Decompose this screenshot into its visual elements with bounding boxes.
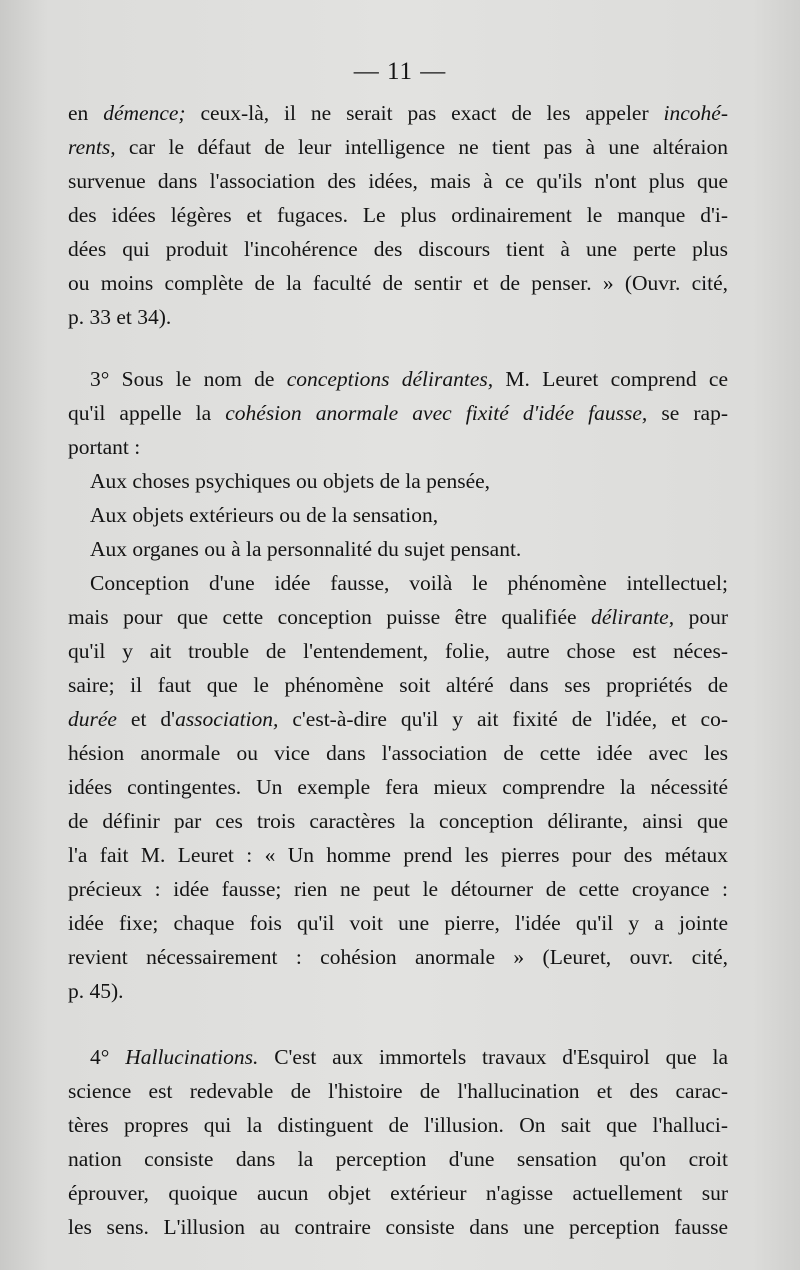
text-line: 4° Hallucinations. C'est aux immortels travaux d'Esquirol que la (90, 1045, 728, 1069)
text-line: précieux : idée fausse; rien ne peut le détourner de cette croyance : (68, 877, 728, 901)
italic-text: incohé- (663, 101, 728, 125)
italic-text: cohésion anormale avec fixité d'idée fausse, (225, 401, 648, 425)
page-number: — 11 — (353, 58, 447, 85)
text-line: durée et d'association, c'est-à-dire qu'il y ait fixité de l'idée, et co- (68, 707, 728, 731)
text-line: revient nécessairement : cohésion anormale » (Leuret, ouvr. cité, (68, 945, 728, 969)
italic-text: délirante, (591, 605, 675, 629)
paragraph-1 (68, 96, 728, 334)
text-line: Conception d'une idée fausse, voilà le phénomène intellectuel; (90, 571, 728, 595)
text-line: portant : (68, 435, 141, 459)
text-line: éprouver, quoique aucun objet extérieur n'agisse actuellement sur (68, 1181, 728, 1205)
italic-text: Hallucinations. (125, 1045, 259, 1069)
paragraph-3 (68, 566, 728, 1008)
italic-text: association, (175, 707, 279, 731)
text-line: qu'il y ait trouble de l'entendement, folie, autre chose est néces- (68, 639, 728, 663)
text-line: l'a fait M. Leuret : « Un homme prend les pierres pour des métaux (68, 843, 728, 867)
italic-text: durée (68, 707, 117, 731)
text-line: idées contingentes. Un exemple fera mieux comprendre la nécessité (68, 775, 728, 799)
body-text (68, 96, 728, 1244)
paragraph-gap (68, 1008, 728, 1040)
text-line: p. 45). (68, 979, 124, 1003)
text-line: en démence; ceux-là, il ne serait pas exact de les appeler incohé- (68, 101, 728, 125)
paragraph-2 (68, 362, 728, 566)
list-item: Aux organes ou à la personnalité du sujet pensant. (90, 537, 522, 561)
italic-text: conceptions délirantes, (286, 367, 494, 391)
text-line: ou moins complète de la faculté de sentir et de penser. » (Ouvr. cité, (68, 271, 728, 295)
text-line: des idées légères et fugaces. Le plus ordinairement le manque d'i- (68, 203, 728, 227)
paragraph-gap (68, 334, 728, 362)
text-line: tères propres qui la distinguent de l'illusion. On sait que l'halluci- (68, 1113, 728, 1137)
text-line: rents, car le défaut de leur intelligence ne tient pas à une altéraion (68, 135, 728, 159)
text-line: survenue dans l'association des idées, mais à ce qu'ils n'ont plus que (68, 169, 728, 193)
list-item: Aux objets extérieurs ou de la sensation, (90, 503, 439, 527)
text-line: 3° Sous le nom de conceptions délirantes, M. Leuret comprend ce (90, 367, 728, 391)
list-item: Aux choses psychiques ou objets de la pensée, (90, 469, 491, 493)
text-line: dées qui produit l'incohérence des discours tient à une perte plus (68, 237, 728, 261)
text-line: qu'il appelle la cohésion anormale avec fixité d'idée fausse, se rap- (68, 401, 728, 425)
text-line: hésion anormale ou vice dans l'association de cette idée avec les (68, 741, 728, 765)
text-line: nation consiste dans la perception d'une sensation qu'on croit (68, 1147, 728, 1171)
text-line: les sens. L'illusion au contraire consiste dans une perception fausse (68, 1215, 728, 1239)
text-line: mais pour que cette conception puisse être qualifiée délirante, pour (68, 605, 728, 629)
text-line: p. 33 et 34). (68, 305, 172, 329)
text-line: science est redevable de l'histoire de l'hallucination et des carac- (68, 1079, 728, 1103)
italic-text: démence; (103, 101, 186, 125)
text-line: de définir par ces trois caractères la conception délirante, ainsi que (68, 809, 728, 833)
paragraph-4 (68, 1040, 728, 1244)
text-line: saire; il faut que le phénomène soit altéré dans ses propriétés de (68, 673, 728, 697)
italic-text: rents, (68, 135, 116, 159)
text-line: idée fixe; chaque fois qu'il voit une pierre, l'idée qu'il y a jointe (68, 911, 728, 935)
